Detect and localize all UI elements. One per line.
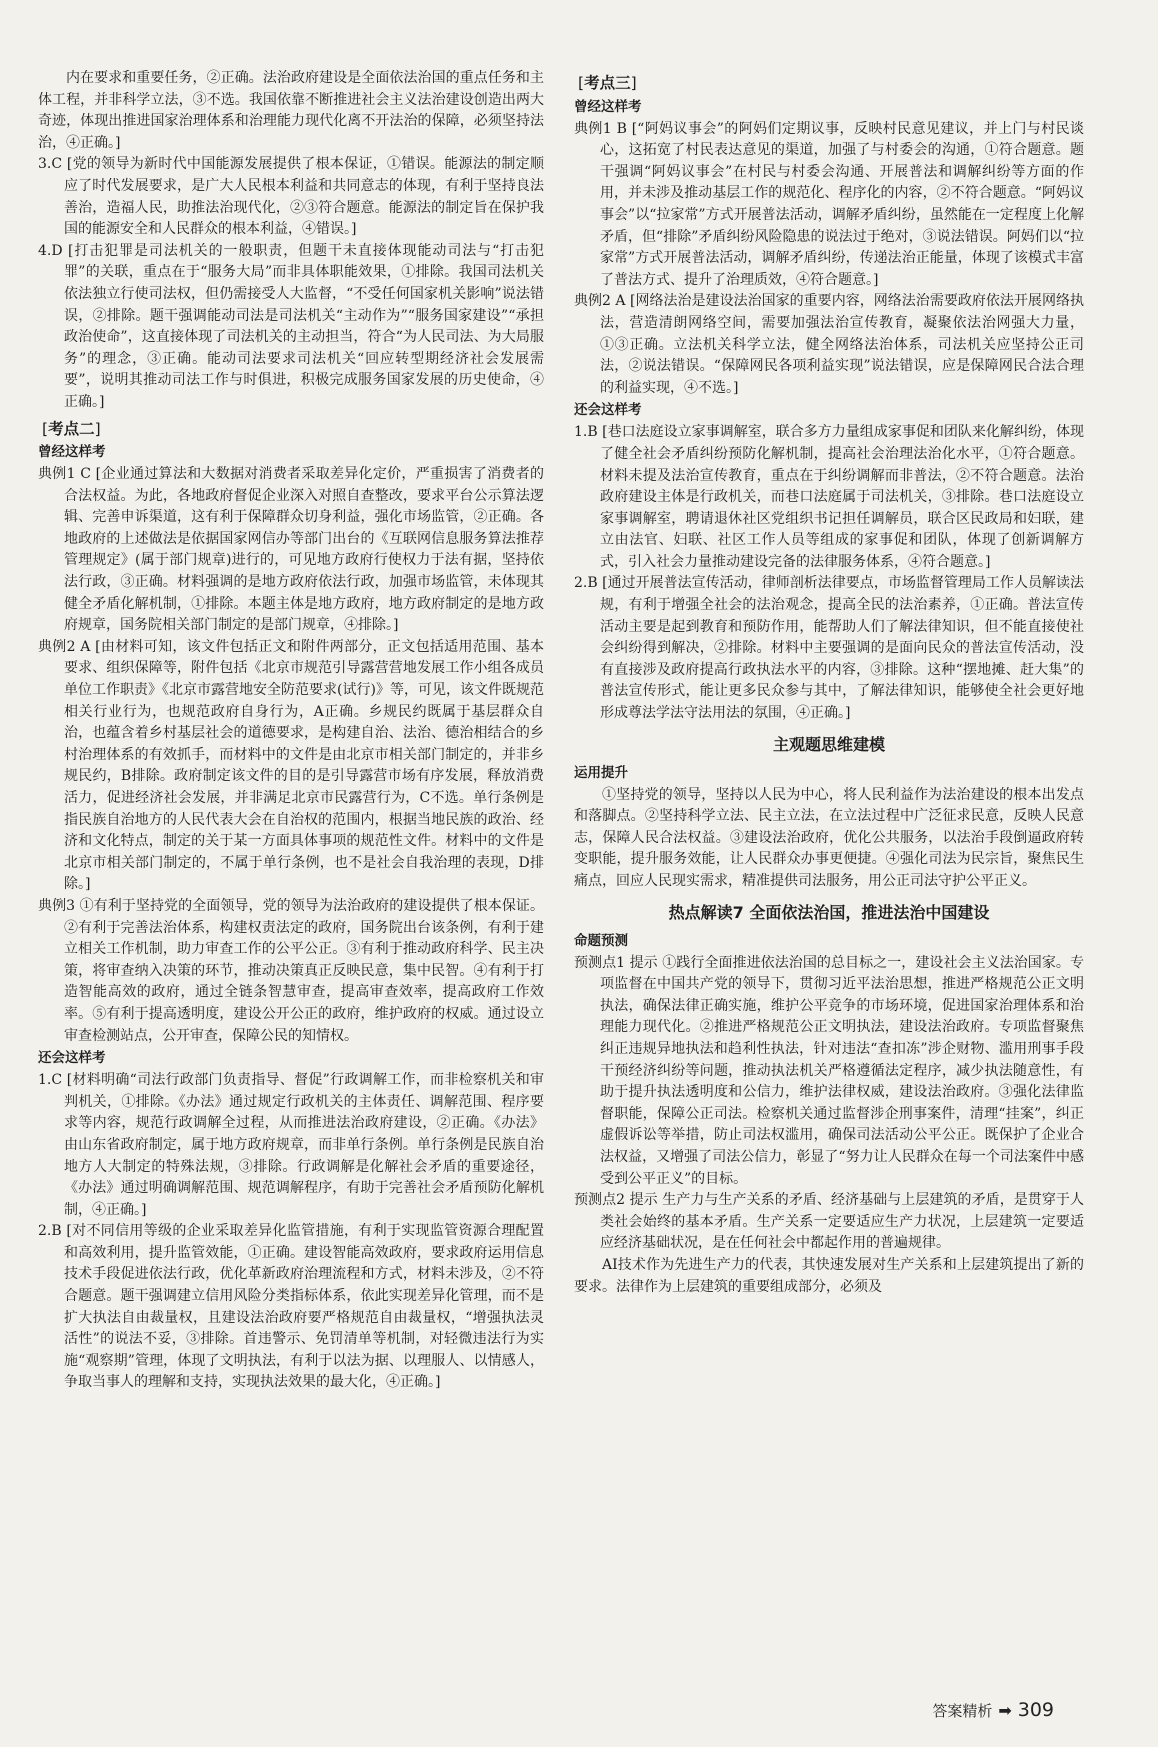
- example-item: 典例2 A [由材料可知，该文件包括正文和附件两部分，正文包括适用范围、基本要求、组织保障等，附件包括《北京市规范引导露营营地发展工作小组各成员单位工作职责》《北京市露营地安全防范要求(试行)》等，可见，该文件既规范相关行业行为，也规范政府自身行为，A正确。乡规民约既属于基层群众自治，也蕴含着乡村基层社会的道德要求，是构建自治、法治、德治相结合的乡村治理体系的有效抓手，而材料中的文件是由北京市相关部门制定的，并非乡规民约，B排除。政府制定该文件的目的是引导露营市场有序发展，释放消费活力，促进经济社会发展，并非满足北京市民露营行为，C不选。单行条例是指民族自治地方的人民代表大会在自治权的范围内，根据当地民族的政治、经济和文化特点，制定的关于某一方面具体事项的规范性文件。材料中的文件是北京市相关部门制定的，不属于单行条例，也不是社会自我治理的表现，D排除。]: [38, 638, 544, 893]
- example-item: 典例1 C [企业通过算法和大数据对消费者采取差异化定价，严重损害了消费者的合法权益。为此，各地政府督促企业深入对照自查整改，要求平台公示算法逻辑、完善申诉渠道，这有利于保障群众切身利益，强化市场监管，②正确。各地政府的上述做法是依据国家网信办等部门出台的《互联网信息服务算法推荐管理规定》(属于部门规章)进行的，可见地方政府行使权力于法有据，坚持依法行政，③正确。材料强调的是地方政府依法行政，加强市场监管，未体现其健全矛盾化解机制，①排除。本题主体是地方政府，地方政府制定的是地方政府规章，国务院相关部门制定的是部门规章，④排除。]: [38, 466, 544, 634]
- answer-item: 2.B [通过开展普法宣传活动，律师剖析法律要点，市场监督管理局工作人员解读法规，有利于增强全社会的法治观念，提高全民的法治素养，①正确。普法宣传活动主要是起到教育和预防作用，能帮助人们了解法律知识，但不能直接使社会纠纷得到解决，②排除。材料中主要强调的是面向民众的普法宣传活动，没有直接涉及政府提高行政执法水平的内容，③排除。这种“摆地摊、赶大集”的普法宣传形式，能让更多民众参与其中，了解法律知识，能够使全社会更好地形成尊法学法守法用法的氛围，④正确。]: [574, 575, 1084, 722]
- example-item: 典例1 B [“阿妈议事会”的阿妈们定期议事，反映村民意见建议，并上门与村民谈心，这拓宽了村民表达意见的渠道，加强了与村委会的沟通，①符合题意。题干强调“阿妈议事会”在村民与村委会沟通、开展普法和调解纠纷等方面的作用，并未涉及推动基层工作的规范化、程序化的内容，②不符合题意。“阿妈议事会”以“拉家常”方式开展普法活动，调解矛盾纠纷，虽然能在一定程度上化解矛盾，但“排除”矛盾纠纷风险隐患的说法过于绝对，③说法错误。阿妈们以“拉家常”方式开展普法活动，调解矛盾纠纷，传递法治正能量，体现了该模式丰富了普法方式、提升了治理质效，④符合题意。]: [574, 120, 1084, 288]
- hotspot-heading: 热点解读7 全面依法治国，推进法治中国建设: [668, 902, 990, 922]
- subsection-label: 曾经这样考: [38, 444, 106, 461]
- answer-item: 4.D [打击犯罪是司法机关的一般职责，但题干未直接体现能动司法与“打击犯罪”的关联，重点在于“服务大局”而非具体职能效果，①排除。我国司法机关依法独立行使司法权，但仍需接受人大监督，“不受任何国家机关影响”说法错误，②排除。题干强调能动司法是司法机关“主动作为”“服务国家建设”“承担政治使命”，这直接体现了司法机关的主动担当，符合“为人民司法、为大局服务”的理念，③正确。能动司法要求司法机关“回应转型期经济社会发展需要”，说明其推动司法工作与时俱进，积极完成服务国家发展的历史使命，④正确。]: [38, 242, 544, 410]
- page-footer: [932, 1699, 1054, 1721]
- right-column: [574, 68, 1084, 1688]
- section-heading: 主观题思维建模: [772, 734, 885, 754]
- answer-item: 3.C [党的领导为新时代中国能源发展提供了根本保证，①错误。能源法的制定顺应了时代发展要求，是广大人民根本利益和共同意志的体现，有利于坚持良法善治，造福人民，助推法治现代化，②③符合题意。能源法的制定旨在保护我国的能源安全和人民群众的根本利益，④错误。]: [38, 156, 544, 238]
- arrow-right-icon: ➡: [998, 1700, 1012, 1720]
- prediction-item: 预测点1 提示 ①践行全面推进依法治国的总目标之一，建设社会主义法治国家。专项监督在中国共产党的领导下，贯彻习近平法治思想，推进严格规范公正文明执法，确保法律正确实施，维护公平竞争的市场环境，促进国家治理体系和治理能力现代化。②推进严格规范公正文明执法，建设法治政府。专项监督聚焦纠正违规异地执法和趋利性执法，针对违法“查扣冻”涉企财物、滥用刑事手段干预经济纠纷等问题，推动执法机关严格遵循法定程序，减少执法随意性，有助于提升执法透明度和公信力，维护法律权威，建设法治政府。③强化法律监督职能，保障公正司法。检察机关通过监督涉企刑事案件，清理“挂案”，纠正虚假诉讼等举措，防止司法权滥用，确保司法活动公平公正。既保护了企业合法权益，又增强了司法公信力，彰显了“努力让人民群众在每一个司法案件中感受到公平正义”的目标。: [574, 954, 1084, 1187]
- footer-label: 答案精析: [932, 1701, 993, 1720]
- answer-item: 1.B [巷口法庭设立家事调解室，联合多方力量组成家事促和团队来化解纠纷，体现了健全社会矛盾纠纷预防化解机制，提高社会治理法治化水平，①符合题意。材料未提及法治宣传教育，重点在于纠纷调解而非普法，②不符合题意。法治政府建设主体是行政机关，而巷口法庭属于司法机关，③排除。巷口法庭设立家事调解室，聘请退休社区党组织书记担任调解员，联合区民政局和妇联，建立由法官、妇联、社区工作人员等组成的家事促和团队，体现了创新调解方式，引入社会力量推动建设完备的法律服务体系，④符合题意。]: [574, 424, 1084, 570]
- example-item: 典例2 A [网络法治是建设法治国家的重要内容，网络法治需要政府依法开展网络执法，营造清朗网络空间，需要加强法治宣传教育，凝聚依法治网强大力量，①③正确。立法机关科学立法，健全网络法治体系，司法机关应坚持公正司法，②说法错误。“保障网民各项利益实现”说法错误，应是保障网民合法合理的利益实现，④不选。]: [574, 293, 1084, 396]
- subsection-label: 命题预测: [574, 932, 628, 949]
- subsection-label: 还会这样考: [574, 402, 642, 419]
- page-number: 309: [1017, 1699, 1054, 1721]
- prediction-item: 预测点2 提示 生产力与生产关系的矛盾、经济基础与上层建筑的矛盾，是贯穿于人类社会始终的基本矛盾。生产关系一定要适应生产力状况，上层建筑一定要适应经济基础状况，是在任何社会中都起作用的普遍规律。: [574, 1192, 1084, 1252]
- subsection-label: 还会这样考: [38, 1050, 106, 1067]
- example-item: 典例3 ①有利于坚持党的全面领导，党的领导为法治政府的建设提供了根本保证。②有利于完善法治体系，构建权责法定的政府，国务院出台该条例，有利于建立相关工作机制，助力审查工作的公平公正。③有利于推动政府科学、民主决策，将审查纳入决策的环节，推动决策真正反映民意，集中民智。④有利于打造智能高效的政府，通过全链条智慧审查，提高审查效率，提高政府工作效率。⑤有利于提高透明度，建设公开公正的政府，维护政府的权威。通过设立审查检测站点，公开审查，保障公民的知情权。: [38, 897, 544, 1044]
- section-header: [考点三]: [578, 74, 637, 92]
- left-column: [38, 68, 544, 1688]
- model-paragraph: ①坚持党的领导，坚持以人民为中心，将人民利益作为法治建设的根本出发点和落脚点。②坚持科学立法、民主立法，在立法过程中广泛征求民意，反映人民意志，保障人民合法权益。③建设法治政府，优化公共服务，以法治手段倒逼政府转变职能，提升服务效能，让人民群众办事更便捷。④强化司法为民宗旨，聚焦民生痛点，回应人民现实需求，精准提供司法服务，用公正司法守护公平正义。: [574, 786, 1084, 889]
- section-header: [考点二]: [42, 419, 101, 438]
- intro-paragraph: 内在要求和重要任务，②正确。法治政府建设是全面依法治国的重点任务和主体工程，并非科学立法，③不选。我国依靠不断推进社会主义法治建设创造出两大奇迹，体现出推进国家治理体系和治理能力现代化离不开法治的保障，必须坚持法治，④正确。]: [38, 70, 544, 151]
- answer-item: 2.B [对不同信用等级的企业采取差异化监管措施，有利于实现监管资源合理配置和高效利用，提升监管效能，①正确。建设智能高效政府，要求政府运用信息技术手段促进依法行政，优化革新政府治理流程和方式，材料未涉及，②不符合题意。题干强调建立信用风险分类指标体系，依此实现差异化管理，而不是扩大执法自由裁量权，且建设法治政府要严格规范自由裁量权，“增强执法灵活性”的说法不妥，③排除。首违警示、免罚清单等机制，对轻微违法行为实施“观察期”管理，体现了文明执法，有利于以法为据、以理服人、以情感人，争取当事人的理解和支持，实现执法效果的最大化，④正确。]: [38, 1223, 544, 1391]
- subsection-label: 曾经这样考: [574, 98, 642, 115]
- subsection-label: 运用提升: [574, 764, 628, 781]
- prediction-continuation: AI技术作为先进生产力的代表，其快速发展对生产关系和上层建筑提出了新的要求。法律作为上层建筑的重要组成部分，必须及: [574, 1256, 1084, 1295]
- answer-item: 1.C [材料明确“司法行政部门负责指导、督促”行政调解工作，而非检察机关和审判机关，①排除。《办法》通过规定行政机关的主体责任、调解范围、程序要求等内容，规范行政调解全过程，从而推进法治政府建设，②正确。《办法》由山东省政府制定，属于地方政府规章，而非单行条例。单行条例是民族自治地方人大制定的特殊法规，③排除。行政调解是化解社会矛盾的重要途径，《办法》通过明确调解范围、规范调解程序，有助于完善社会矛盾预防化解机制，④正确。]: [38, 1072, 544, 1218]
